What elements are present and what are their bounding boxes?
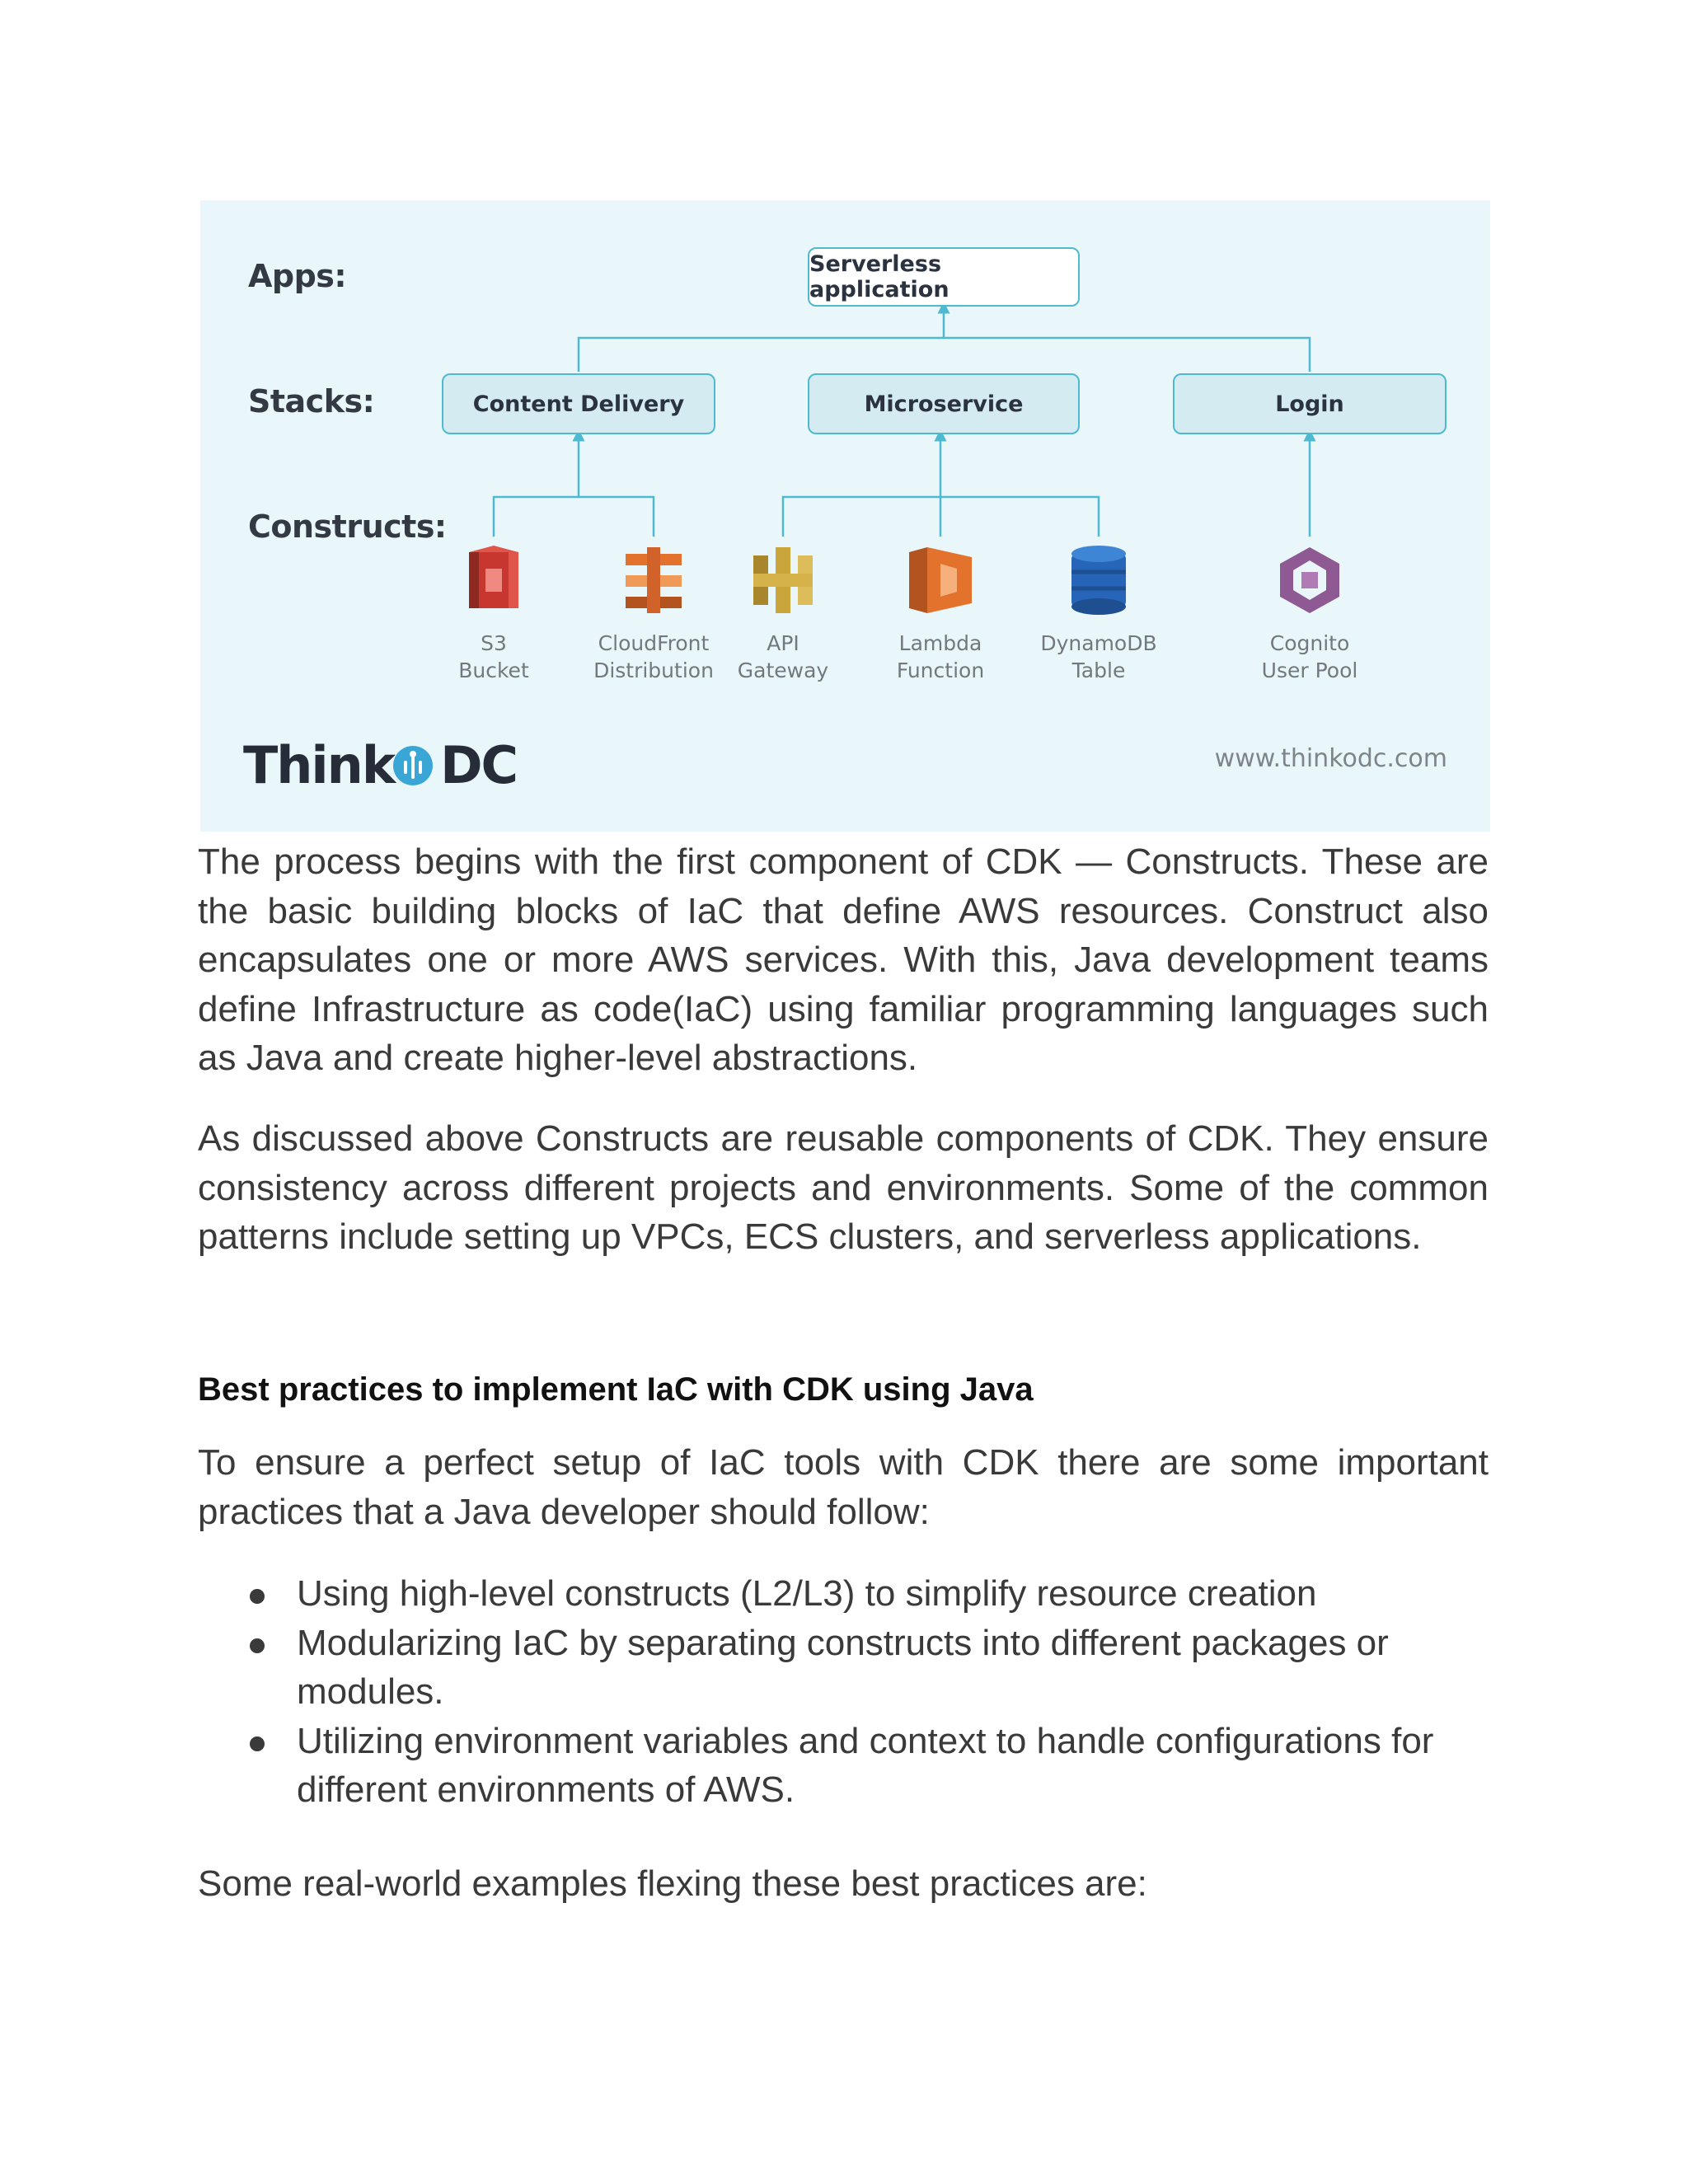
cloudfront-icon (626, 547, 682, 613)
lambda-icon (909, 547, 972, 613)
best-practices-list (198, 1569, 1489, 1815)
list-item: Using high-level constructs (L2/L3) to simplify resource creation (198, 1569, 1489, 1619)
brand-think: Think (243, 734, 395, 795)
paragraph-constructs-reusable: As discussed above Constructs are reusable components of CDK. They ensure consistency across different projects and environments. Some of the common patterns include setting up VPCs, ECS clusters, and serverless applications. (198, 1118, 1489, 1257)
construct-label-api-gateway: API Gateway (737, 631, 829, 682)
stack-node-login: Login (1173, 373, 1447, 434)
list-item: Modularizing IaC by separating constructs into different packages or modules. (198, 1619, 1489, 1717)
dynamodb-icon (1071, 546, 1126, 615)
stack-node-microservice: Microservice (808, 373, 1080, 434)
paragraph-real-world-examples: Some real-world examples flexing these best practices are: (198, 1863, 1147, 1904)
bullet-icon (250, 1589, 265, 1604)
list-item: Utilizing environment variables and context to handle configurations for different environments of AWS. (198, 1717, 1489, 1815)
construct-label-cloudfront: CloudFront Distribution (593, 631, 714, 682)
brand-url: www.thinkodc.com (1214, 744, 1447, 773)
row-label-stacks: Stacks: (248, 383, 375, 419)
construct-label-s3: S3 Bucket (458, 631, 529, 682)
content-delivery-connector (494, 497, 654, 537)
bullet-icon (250, 1736, 265, 1751)
bullet-icon (250, 1638, 265, 1653)
s3-bucket-icon (469, 546, 518, 608)
row-label-apps: Apps: (248, 258, 347, 294)
app-stack-connector (579, 338, 1310, 372)
construct-label-lambda: Lambda Function (896, 631, 985, 682)
section-heading-best-practices: Best practices to implement IaC with CDK using Java (198, 1371, 1034, 1408)
paragraph-best-practices-intro: To ensure a perfect setup of IaC tools with CDK there are some important practices that a Java developer should follow: (198, 1442, 1489, 1532)
paragraph-constructs-intro: The process begins with the first component of CDK — Constructs. These are the basic building blocks of IaC that define AWS resources. Construct also encapsulates one or more AWS services. With this, Java development teams define Infrastructure as code(IaC) using familiar programming languages such as Java and create higher-level abstractions. (198, 841, 1489, 1078)
cognito-icon (1280, 547, 1339, 613)
cdk-architecture-figure (200, 200, 1490, 832)
brand-logo-spacer (397, 745, 437, 785)
brand-dc: DC (440, 734, 518, 795)
construct-label-cognito: Cognito User Pool (1261, 631, 1358, 682)
construct-label-dynamodb: DynamoDB Table (1040, 631, 1157, 682)
thinkodc-brand (243, 736, 517, 794)
api-gateway-icon (753, 547, 813, 613)
app-node-serverless: Serverless application (808, 247, 1080, 307)
stack-node-content-delivery: Content Delivery (442, 373, 715, 434)
row-label-constructs: Constructs: (248, 509, 447, 545)
